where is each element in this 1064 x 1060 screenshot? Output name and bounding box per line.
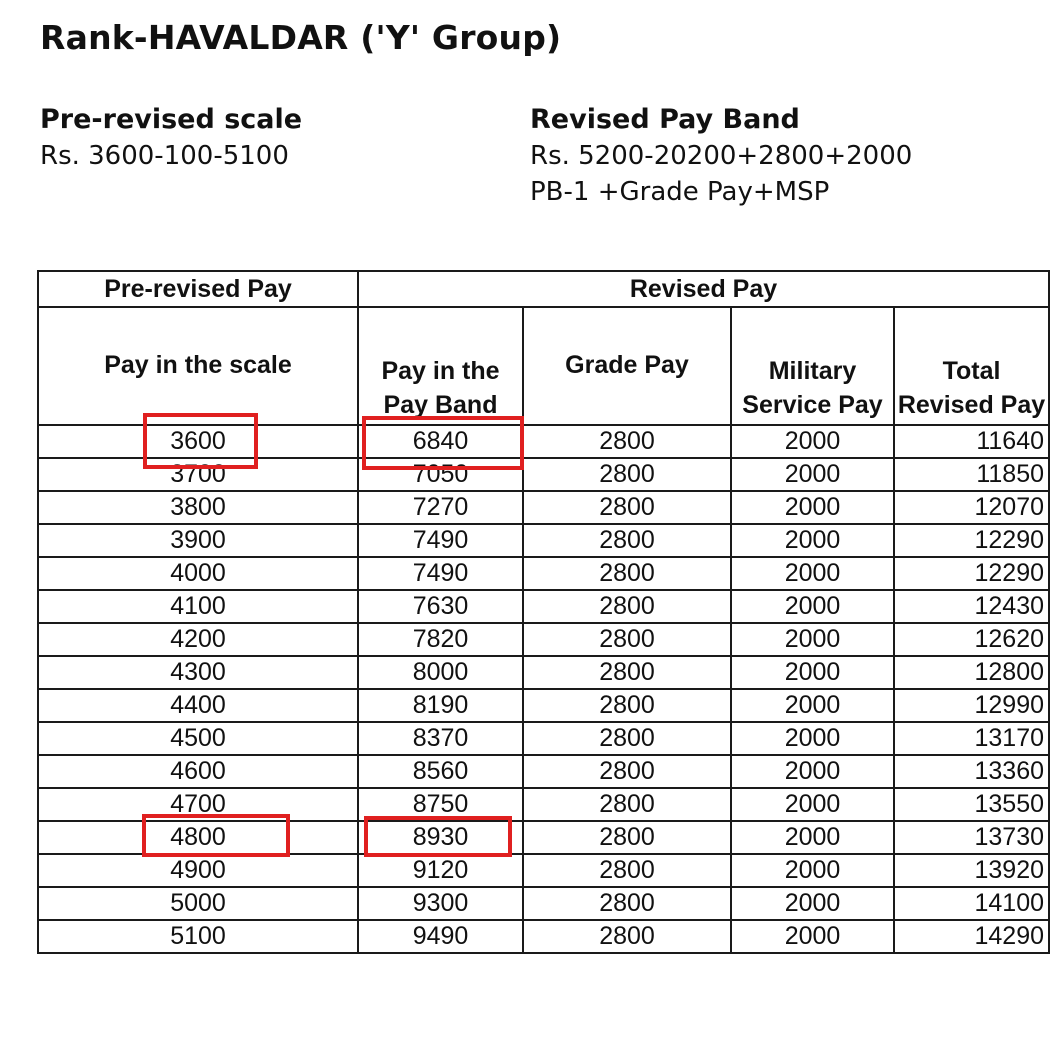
- pre-revised-heading: Pre-revised scale: [40, 104, 303, 135]
- pay-in-band-cell: 7270: [358, 491, 523, 524]
- grade-pay-cell: 2800: [523, 788, 731, 821]
- pay-in-band-cell: 9490: [358, 920, 523, 953]
- pay-in-band-header: Pay in the Pay Band: [358, 307, 523, 425]
- table-row: [38, 887, 1049, 920]
- pay-in-scale-cell: 4900: [38, 854, 358, 887]
- revised-note: PB-1 +Grade Pay+MSP: [530, 177, 830, 207]
- msp-cell: 2000: [731, 821, 894, 854]
- pre-revised-scale-block: [40, 102, 302, 174]
- pay-in-band-cell: 7050: [358, 458, 523, 491]
- msp-cell: 2000: [731, 425, 894, 458]
- pay-in-scale-cell: 4000: [38, 557, 358, 590]
- pay-in-scale-cell: 3900: [38, 524, 358, 557]
- grade-pay-cell: 2800: [523, 755, 731, 788]
- grade-pay-cell: 2800: [523, 491, 731, 524]
- msp-cell: 2000: [731, 491, 894, 524]
- pre-revised-pay-header: Pre-revised Pay: [38, 271, 358, 307]
- pay-in-scale-cell: 3800: [38, 491, 358, 524]
- pre-revised-scale: Rs. 3600-100-5100: [40, 141, 289, 171]
- msp-cell: 2000: [731, 920, 894, 953]
- msp-cell: 2000: [731, 623, 894, 656]
- pay-in-scale-cell: 4800: [38, 821, 358, 854]
- grade-pay-cell: 2800: [523, 623, 731, 656]
- msp-cell: 2000: [731, 458, 894, 491]
- page-title: Rank-HAVALDAR ('Y' Group): [40, 18, 562, 57]
- pay-in-scale-cell: 4100: [38, 590, 358, 623]
- msp-cell: 2000: [731, 524, 894, 557]
- total-cell: 12990: [894, 689, 1049, 722]
- pay-in-band-value: 6840: [412, 427, 469, 455]
- pay-in-scale-cell: 5000: [38, 887, 358, 920]
- msp-cell: 2000: [731, 656, 894, 689]
- grade-pay-cell: 2800: [523, 689, 731, 722]
- grade-pay-cell: 2800: [523, 524, 731, 557]
- pay-in-band-cell: 8000: [358, 656, 523, 689]
- grade-pay-cell: 2800: [523, 656, 731, 689]
- table-row: [38, 491, 1049, 524]
- total-cell: 14100: [894, 887, 1049, 920]
- msp-cell: 2000: [731, 854, 894, 887]
- msp-cell: 2000: [731, 689, 894, 722]
- msp-cell: 2000: [731, 755, 894, 788]
- table-row: [38, 755, 1049, 788]
- grade-pay-cell: 2800: [523, 887, 731, 920]
- table-row: [38, 920, 1049, 953]
- pay-in-scale-value: 3600: [170, 427, 226, 455]
- table-row: [38, 821, 1049, 854]
- pay-in-scale-cell: 4700: [38, 788, 358, 821]
- pay-in-band-cell: 7490: [358, 524, 523, 557]
- total-cell: 12290: [894, 524, 1049, 557]
- total-cell: 11850: [894, 458, 1049, 491]
- total-cell: 12290: [894, 557, 1049, 590]
- msp-cell: 2000: [731, 590, 894, 623]
- table-row: [38, 689, 1049, 722]
- total-cell: 12070: [894, 491, 1049, 524]
- total-cell: 13730: [894, 821, 1049, 854]
- pay-in-scale-cell: 4300: [38, 656, 358, 689]
- pay-table-body: [38, 425, 1049, 953]
- group-header-row: [38, 271, 1049, 307]
- table-row: [38, 788, 1049, 821]
- table-row: [38, 590, 1049, 623]
- msp-cell: 2000: [731, 722, 894, 755]
- msp-header: Military Service Pay: [731, 307, 894, 425]
- pay-in-band-cell: 7490: [358, 557, 523, 590]
- pay-fixation-table: [37, 270, 1050, 954]
- grade-pay-cell: 2800: [523, 821, 731, 854]
- pay-in-band-cell: 9300: [358, 887, 523, 920]
- total-cell: 11640: [894, 425, 1049, 458]
- pay-in-band-cell: 8370: [358, 722, 523, 755]
- grade-pay-cell: 2800: [523, 854, 731, 887]
- pay-in-scale-cell: [38, 755, 358, 788]
- grade-pay-cell: 2800: [523, 458, 731, 491]
- pay-in-scale-value: 4600: [170, 757, 226, 785]
- pay-in-band-cell: 8930: [358, 821, 523, 854]
- revised-pay-header: Revised Pay: [358, 271, 1049, 307]
- table-row: [38, 854, 1049, 887]
- total-revised-pay-header: Total Revised Pay: [894, 307, 1049, 425]
- pay-in-band-cell: [358, 425, 523, 458]
- table-row: [38, 623, 1049, 656]
- grade-pay-header: Grade Pay: [523, 307, 731, 425]
- revised-scale: Rs. 5200-20200+2800+2000: [530, 141, 913, 171]
- pay-in-scale-cell: 4400: [38, 689, 358, 722]
- pay-in-scale-cell: [38, 425, 358, 458]
- table-row: [38, 557, 1049, 590]
- total-cell: 13920: [894, 854, 1049, 887]
- grade-pay-cell: 2800: [523, 920, 731, 953]
- total-cell: 12430: [894, 590, 1049, 623]
- table-row: [38, 656, 1049, 689]
- grade-pay-cell: 2800: [523, 722, 731, 755]
- total-cell: 13170: [894, 722, 1049, 755]
- pay-in-scale-cell: 3700: [38, 458, 358, 491]
- pay-in-band-cell: 7820: [358, 623, 523, 656]
- grade-pay-cell: 2800: [523, 425, 731, 458]
- pay-in-scale-header: Pay in the scale: [38, 307, 358, 425]
- column-header-row: [38, 307, 1049, 425]
- msp-cell: 2000: [731, 557, 894, 590]
- total-cell: 13360: [894, 755, 1049, 788]
- table-row: [38, 722, 1049, 755]
- msp-cell: 2000: [731, 788, 894, 821]
- pay-in-scale-cell: 5100: [38, 920, 358, 953]
- total-cell: 12620: [894, 623, 1049, 656]
- msp-cell: 2000: [731, 887, 894, 920]
- pay-in-band-cell: 8750: [358, 788, 523, 821]
- total-cell: 14290: [894, 920, 1049, 953]
- table-row: [38, 425, 1049, 458]
- grade-pay-cell: 2800: [523, 557, 731, 590]
- pay-in-band-cell: 8190: [358, 689, 523, 722]
- revised-heading: Revised Pay Band: [530, 104, 800, 135]
- pay-in-band-cell: 7630: [358, 590, 523, 623]
- pay-in-band-cell: 9120: [358, 854, 523, 887]
- pay-in-band-value: 8560: [412, 757, 469, 785]
- pay-in-scale-cell: 4500: [38, 722, 358, 755]
- pay-in-band-cell: [358, 755, 523, 788]
- grade-pay-cell: 2800: [523, 590, 731, 623]
- total-cell: 13550: [894, 788, 1049, 821]
- pay-in-scale-cell: 4200: [38, 623, 358, 656]
- revised-scale-block: [530, 102, 912, 210]
- table-row: [38, 524, 1049, 557]
- total-cell: 12800: [894, 656, 1049, 689]
- table-row: [38, 458, 1049, 491]
